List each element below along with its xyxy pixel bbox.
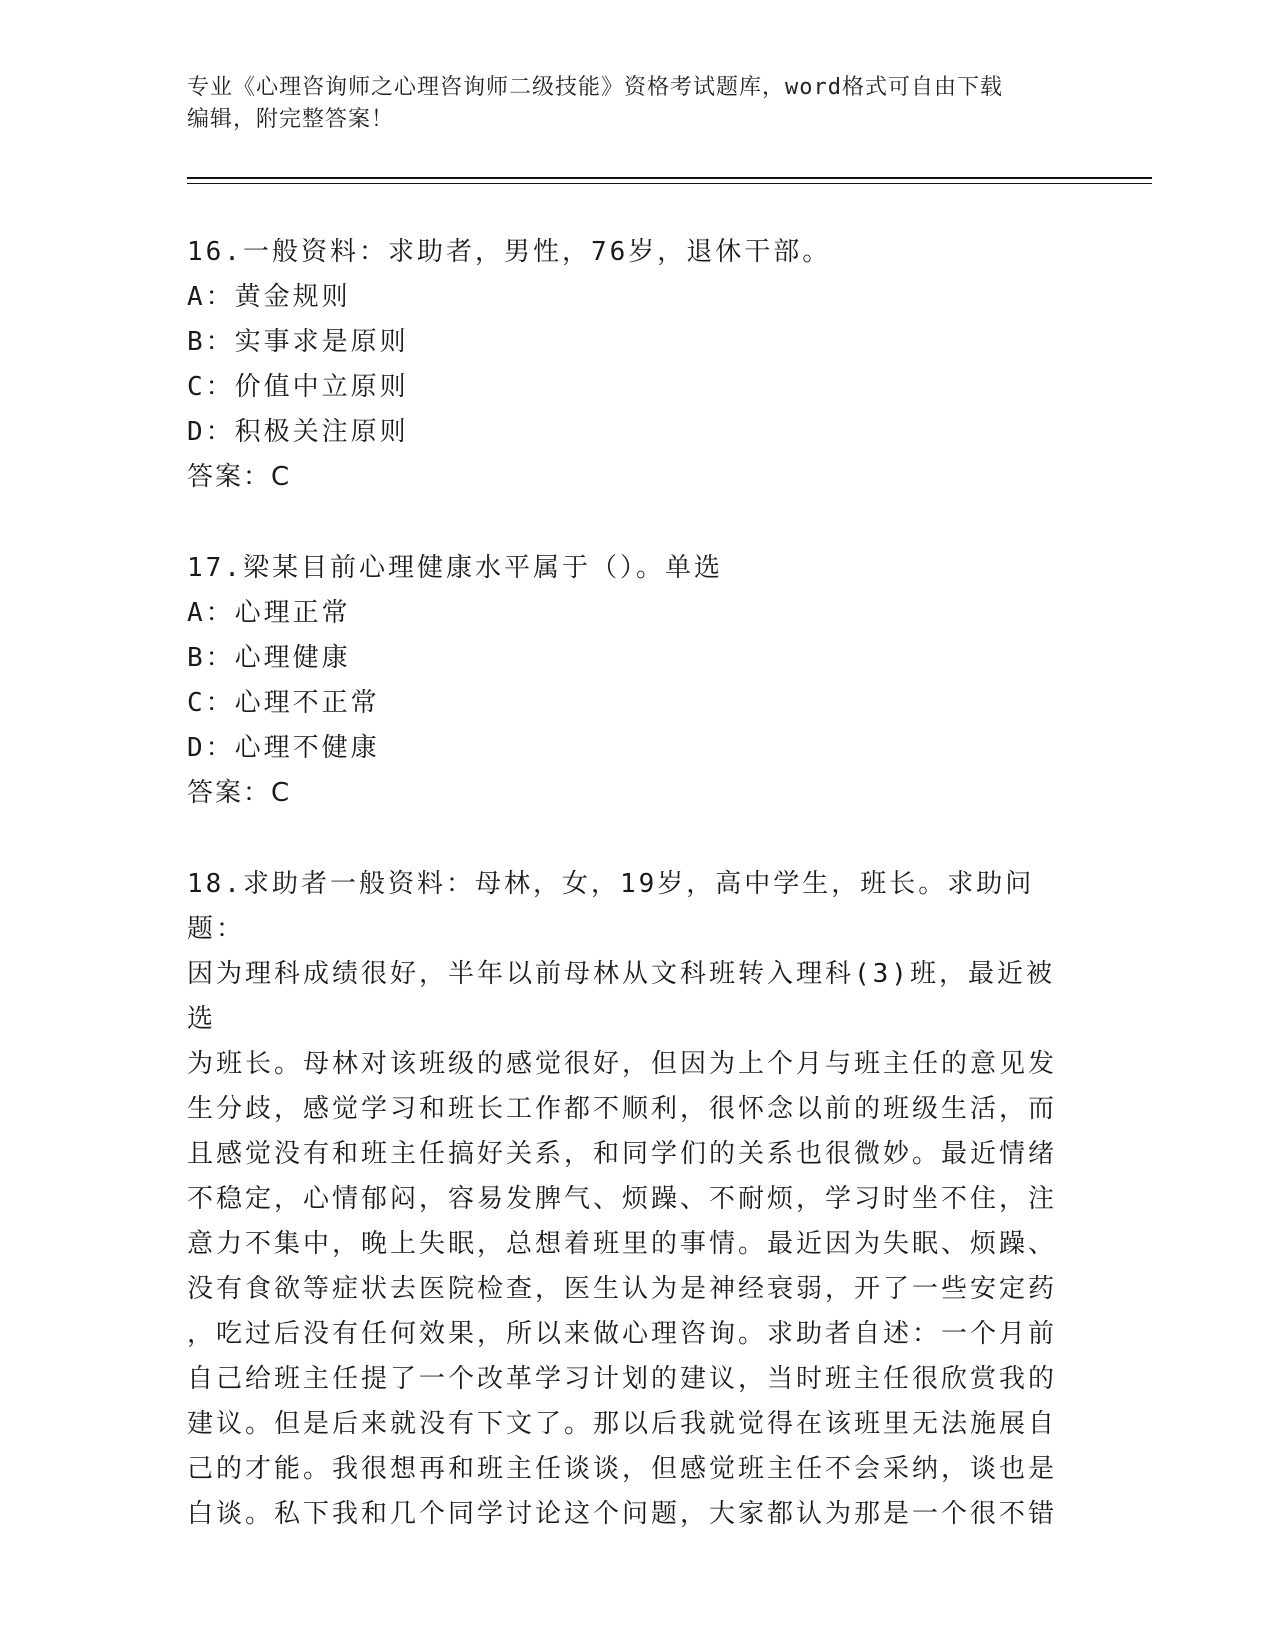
question-18 bbox=[187, 862, 1067, 1537]
paragraph-line: 为班长。母林对该班级的感觉很好，但因为上个月与班主任的意见发 bbox=[187, 1049, 1058, 1079]
option-d: D：积极关注原则 bbox=[187, 417, 409, 447]
header-divider-thin bbox=[187, 183, 1152, 184]
paragraph-line: 因为理科成绩很好，半年以前母林从文科班转入理科(3)班，最近被选 bbox=[187, 959, 1055, 1034]
header-line-2: 编辑，附完整答案！ bbox=[187, 107, 395, 132]
option-d: D：心理不健康 bbox=[187, 733, 380, 763]
paragraph-line: 不稳定，心情郁闷，容易发脾气、烦躁、不耐烦，学习时坐不住，注 bbox=[187, 1184, 1058, 1214]
paragraph-line: 且感觉没有和班主任搞好关系，和同学们的关系也很微妙。最近情绪 bbox=[187, 1139, 1058, 1169]
paragraph-line: 生分歧，感觉学习和班长工作都不顺利，很怀念以前的班级生活，而 bbox=[187, 1094, 1058, 1124]
paragraph-line: 己的才能。我很想再和班主任谈谈，但感觉班主任不会采纳，谈也是 bbox=[187, 1454, 1058, 1484]
question-stem: 17.梁某目前心理健康水平属于（）。单选 bbox=[187, 553, 723, 583]
header-line-1: 专业《心理咨询师之心理咨询师二级技能》资格考试题库，word格式可自由下载 bbox=[187, 75, 1003, 100]
paragraph-line: 没有食欲等症状去医院检查，医生认为是神经衰弱，开了一些安定药 bbox=[187, 1274, 1058, 1304]
question-stem: 16.一般资料：求助者，男性，76岁，退休干部。 bbox=[187, 237, 832, 267]
option-a: A：心理正常 bbox=[187, 598, 351, 628]
answer: 答案：C bbox=[187, 778, 292, 808]
option-b: B：心理健康 bbox=[187, 643, 351, 673]
paragraph-line: 自己给班主任提了一个改革学习计划的建议，当时班主任很欣赏我的 bbox=[187, 1364, 1058, 1394]
paragraph-line: 18.求助者一般资料：母林，女，19岁，高中学生，班长。求助问题： bbox=[187, 869, 1035, 944]
paragraph-line: 建议。但是后来就没有下文了。那以后我就觉得在该班里无法施展自 bbox=[187, 1409, 1058, 1439]
question-16 bbox=[187, 230, 1067, 500]
option-b: B：实事求是原则 bbox=[187, 327, 409, 357]
option-c: C：心理不正常 bbox=[187, 688, 380, 718]
answer: 答案：C bbox=[187, 462, 292, 492]
paragraph-line: 意力不集中，晚上失眠，总想着班里的事情。最近因为失眠、烦躁、 bbox=[187, 1229, 1058, 1259]
question-list bbox=[187, 230, 1067, 1583]
document-header bbox=[187, 72, 1067, 136]
question-17 bbox=[187, 546, 1067, 816]
paragraph-line: 白谈。私下我和几个同学讨论这个问题，大家都认为那是一个很不错 bbox=[187, 1499, 1058, 1529]
option-c: C：价值中立原则 bbox=[187, 372, 409, 402]
paragraph-line: ，吃过后没有任何效果，所以来做心理咨询。求助者自述：一个月前 bbox=[187, 1319, 1058, 1349]
option-a: A：黄金规则 bbox=[187, 282, 351, 312]
header-divider-thick bbox=[187, 177, 1152, 179]
